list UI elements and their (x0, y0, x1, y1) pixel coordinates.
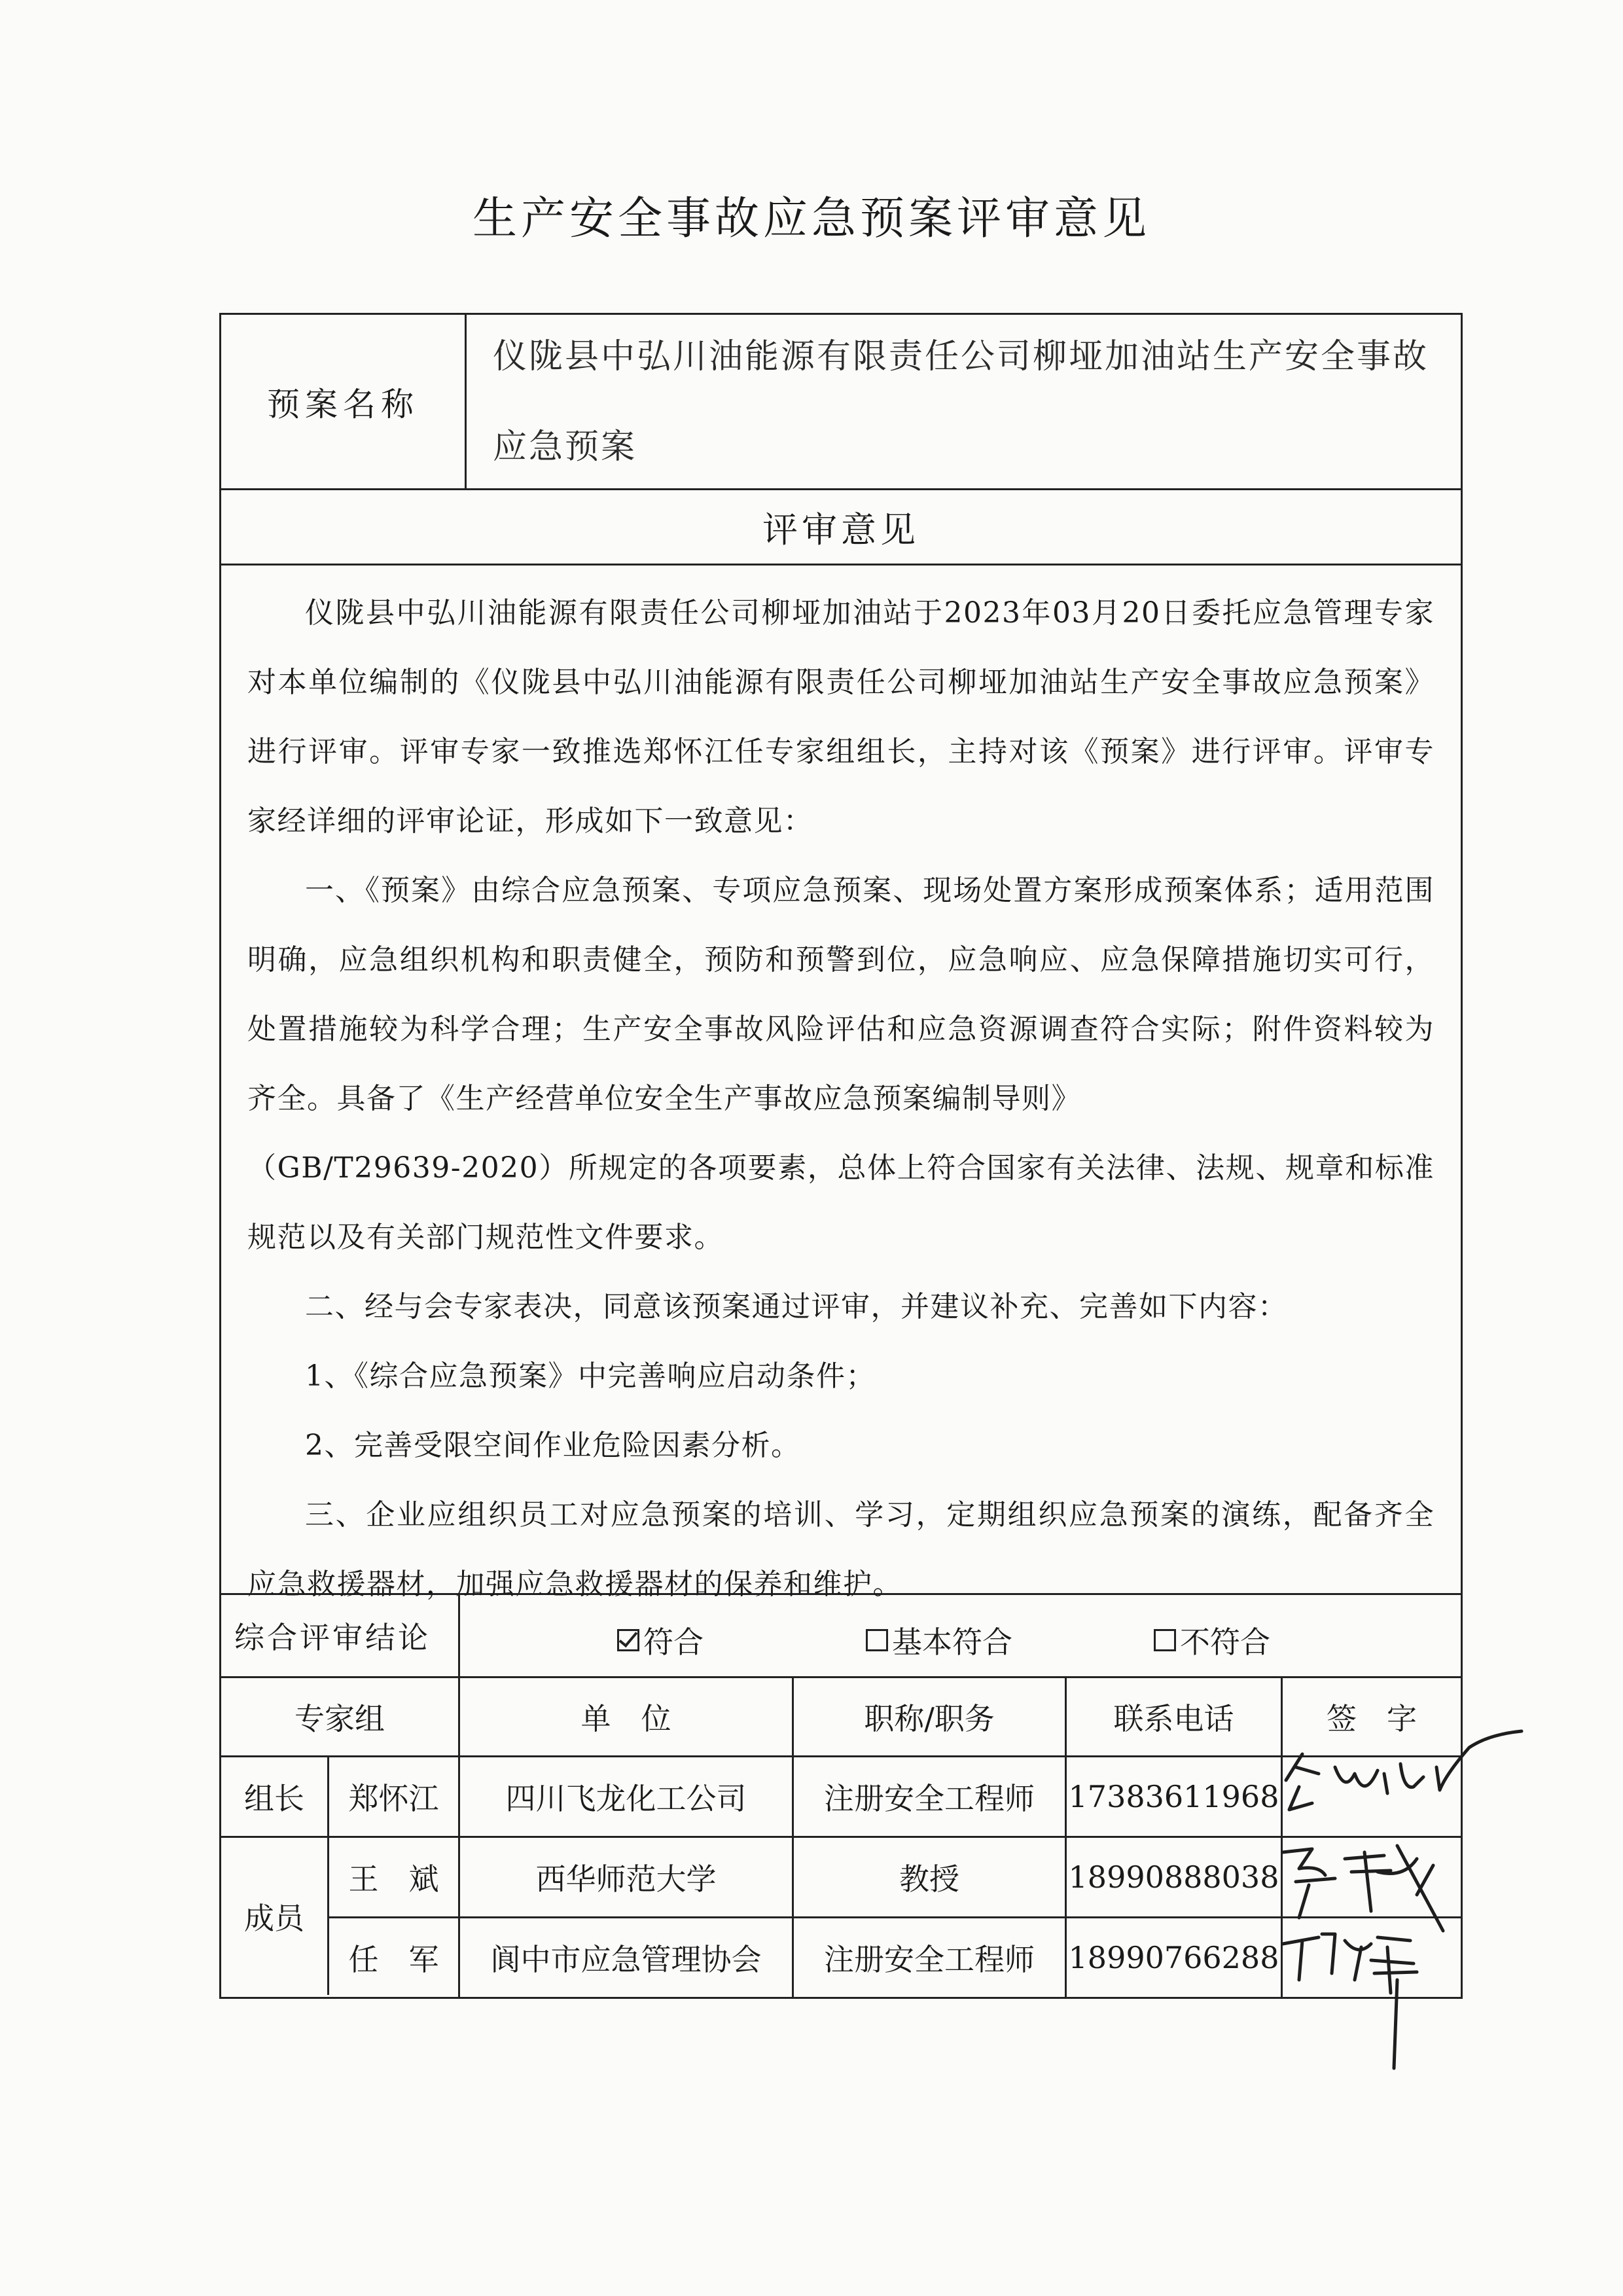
header-title: 职称/职务 (794, 1678, 1067, 1755)
expert-phone: 18990766288 (1067, 1918, 1283, 1997)
expert-phone: 18990888038 (1067, 1838, 1283, 1916)
option-conform-label: 符合 (643, 1624, 704, 1660)
members-rows (329, 1838, 1461, 1997)
member-row (329, 1918, 1461, 1997)
opinion-paragraph: 1、《综合应急预案》中完善响应启动条件； (305, 1359, 876, 1393)
expert-phone: 17383611968 (1067, 1757, 1283, 1836)
expert-title: 教授 (794, 1838, 1067, 1916)
plan-name-label: 预案名称 (221, 315, 467, 488)
expert-header-row (221, 1678, 1461, 1757)
opinion-heading: 评审意见 (762, 509, 919, 550)
option-conform[interactable] (617, 1619, 704, 1662)
opinion-paragraph: 一、《预案》由综合应急预案、专项应急预案、现场处置方案形成预案体系；适用范围明确，应急组织机构和职责健全，预防和预警到位，应急响应、应急保障措施切实可行，处置措施较为科学合理；生产安全事故风险评估和应急资源调查符合实际；附件资料较为齐全。具备了《生产经营单位安全生产事故应急预案编制导则》 (247, 874, 1435, 1115)
members-block (221, 1838, 1461, 1997)
conclusion-label: 综合评审结论 (221, 1595, 460, 1676)
opinion-paragraph: 仪陇县中弘川油能源有限责任公司柳垭加油站于2023年03月20日委托应急管理专家对本单位编制的《仪陇县中弘川油能源有限责任公司柳垭加油站生产安全事故应急预案》进行评审。评审专家一致推选郑怀江任专家组组长，主持对该《预案》进行评审。评审专家经详细的评审论证，形成如下一致意见： (247, 596, 1435, 838)
opinion-paragraph: 2、完善受限空间作业危险因素分析。 (305, 1429, 801, 1462)
document-title: 生产安全事故应急预案评审意见 (472, 193, 1150, 245)
conclusion-options (460, 1595, 1461, 1676)
option-not-conform[interactable] (1154, 1619, 1270, 1662)
plan-name-value: 仪陇县中弘川油能源有限责任公司柳垭加油站生产安全事故应急预案 (493, 336, 1429, 467)
option-not-conform-label: 不符合 (1180, 1624, 1270, 1660)
expert-title: 注册安全工程师 (794, 1757, 1067, 1836)
signature-cell (1283, 1918, 1461, 1997)
header-phone: 联系电话 (1067, 1678, 1283, 1755)
option-basic-conform-label: 基本符合 (892, 1624, 1012, 1660)
checkbox-not-conform[interactable] (1154, 1629, 1176, 1651)
plan-name-row (221, 315, 1461, 490)
expert-name: 郑怀江 (329, 1757, 460, 1836)
review-form (219, 313, 1463, 1999)
expert-name: 任 军 (329, 1918, 460, 1997)
option-basic-conform[interactable] (866, 1619, 1012, 1662)
signature-cell (1283, 1757, 1461, 1836)
opinion-body (221, 565, 1461, 1601)
leader-role: 组长 (221, 1757, 329, 1836)
checkbox-basic-conform[interactable] (866, 1629, 888, 1651)
header-signature: 签 字 (1327, 1701, 1417, 1736)
opinion-paragraph: 三、企业应组织员工对应急预案的培训、学习，定期组织应急预案的演练，配备齐全应急救援器材，加强应急救援器材的保养和维护。 (247, 1498, 1435, 1601)
expert-unit: 四川飞龙化工公司 (460, 1757, 794, 1836)
opinion-paragraph: 二、经与会专家表决，同意该预案通过评审，并建议补充、完善如下内容： (305, 1290, 1288, 1323)
header-unit: 单 位 (460, 1678, 794, 1755)
opinion-body-row (221, 565, 1461, 1601)
header-expert-group: 专家组 (221, 1678, 460, 1755)
checkbox-conform[interactable] (617, 1629, 639, 1651)
expert-unit: 西华师范大学 (460, 1838, 794, 1916)
expert-name: 王 斌 (329, 1838, 460, 1916)
members-role: 成员 (221, 1838, 329, 1995)
signature-cell (1283, 1838, 1461, 1916)
expert-unit: 阆中市应急管理协会 (460, 1918, 794, 1997)
opinion-heading-row (221, 490, 1461, 565)
expert-title: 注册安全工程师 (794, 1918, 1067, 1997)
conclusion-row (221, 1595, 1461, 1678)
leader-row (221, 1757, 1461, 1838)
member-row (329, 1838, 1461, 1918)
opinion-paragraph: （GB/T29639-2020）所规定的各项要素，总体上符合国家有关法律、法规、规章和标准规范以及有关部门规范性文件要求。 (247, 1151, 1435, 1254)
